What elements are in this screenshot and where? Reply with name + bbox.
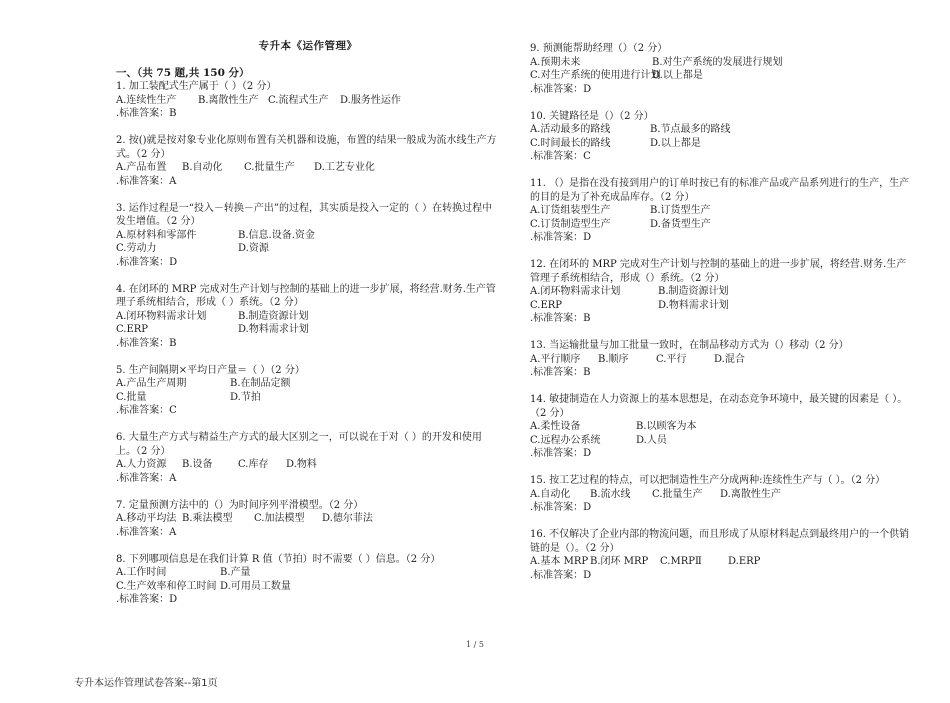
question-text: 3. 运作过程是一“投入－转换－产出”的过程，其实质是投入一定的（ ）在转换过程中发生增值。（2 分） (116, 202, 493, 227)
option: A.订货组装型生产 (530, 205, 611, 216)
question-text: 15. 按工艺过程的特点，可以把制造性生产分成两种:连续性生产与（ ）。（2 分） (530, 475, 886, 486)
option: D.资源 (238, 243, 269, 254)
standard-answer: .标准答案：C (116, 405, 177, 416)
left-column (116, 40, 500, 620)
option: D.备货型生产 (650, 218, 711, 230)
options-row (530, 285, 910, 299)
standard-answer: .标准答案：A (116, 175, 177, 187)
option: D.工艺专业化 (314, 162, 375, 173)
option: D.可用员工数量 (220, 580, 291, 592)
option: C.MRPⅡ (660, 556, 702, 567)
question-item (530, 258, 910, 326)
options-row (530, 204, 910, 218)
question-item (530, 177, 910, 245)
standard-answer: .标准答案：D (530, 83, 592, 95)
question-text: 7. 定量预测方法中的（）为时间序列平滑模型。（2 分） (116, 499, 364, 511)
options-row (116, 512, 500, 526)
option: A.产品布置 (116, 162, 167, 173)
options-row (116, 566, 500, 580)
option: A.移动平均法 (116, 513, 177, 524)
option: D.以上都是 (650, 137, 701, 149)
question-item (116, 202, 500, 270)
page-number: 1 / 5 (466, 640, 484, 649)
option: C.ERP (530, 299, 563, 311)
question-item (116, 80, 500, 121)
option: D.德尔菲法 (322, 513, 373, 524)
standard-answer: .标准答案：D (116, 256, 178, 268)
option: C.批量生产 (652, 488, 703, 500)
question-text: 16. 不仅解决了企业内部的物流问题，而且形成了从原材料起点到最终用户的一个供销链的是（）。（2 分） (530, 529, 910, 554)
option: A.原材料和零部件 (116, 229, 197, 241)
question-text: 8. 下列哪项信息是在我们计算 R 值（节拍）时不需要（ ）信息。（2 分） (116, 553, 441, 565)
question-item (530, 42, 910, 96)
document-title: 专升本《运作管理》 (258, 40, 358, 52)
options-row (530, 123, 910, 137)
option: C.平行 (656, 353, 687, 365)
option: B.乘法模型 (182, 513, 233, 524)
question-text: 13. 当运输批量与加工批量一致时，在制品移动方式为（）移动（2 分） (530, 340, 849, 351)
option: C.加法模型 (254, 513, 305, 524)
standard-answer: .标准答案：C (530, 151, 591, 162)
option: A.连续性生产 (116, 94, 177, 106)
question-text: 11. （）是指在没有接到用户的订单时按已有的标准产品或产品系列进行的生产，生产的目的是为了补充成品库存。（2 分） (530, 178, 910, 203)
option: C.库存 (238, 459, 269, 470)
question-item (116, 431, 500, 485)
options-row (116, 94, 500, 108)
standard-answer: .标准答案：A (116, 526, 177, 538)
option: C.远程办公系统 (530, 434, 601, 446)
option: C.ERP (116, 324, 149, 335)
question-item (530, 110, 910, 164)
question-item (530, 339, 910, 380)
options-row (530, 56, 910, 70)
option: D.混合 (714, 353, 745, 365)
question-text: 10. 关键路径是（）（2 分） (530, 110, 654, 122)
section-heading: 一、（共 75 题,共 150 分） (116, 66, 250, 79)
option: B.产量 (220, 567, 251, 578)
options-row (530, 434, 910, 448)
option: A.工作时间 (116, 567, 167, 578)
options-row (116, 323, 500, 337)
question-text: 6. 大量生产方式与精益生产方式的最大区别之一，可以说在于对（ ）的开发和使用上。（2 分） (116, 432, 482, 457)
standard-answer: .标准答案：D (530, 448, 592, 459)
option: C.劳动力 (116, 243, 157, 254)
options-row (116, 229, 500, 243)
options-row (116, 310, 500, 324)
standard-answer: .标准答案：B (116, 337, 177, 349)
options-row (116, 161, 500, 175)
option: B.闭环 MRP (590, 556, 649, 567)
option: B.以顾客为本 (636, 421, 697, 432)
options-row (530, 488, 910, 502)
option: D.ERP (728, 556, 761, 567)
option: D.离散性生产 (720, 488, 781, 500)
option: B.信息.设备.资金 (238, 229, 315, 241)
question-text: 4. 在闭环的 MRP 完成对生产计划与控制的基础上的进一步扩展，将经营.财务.生产管理子系统相结合，形成（ ）系统。（2 分） (116, 283, 496, 308)
options-row (116, 580, 500, 594)
option: A.产品生产周期 (116, 378, 187, 389)
question-text: 14. 敏捷制造在人力资源上的基本思想是，在动态竞争环境中，最关键的因素是（ ）。（2 分） (530, 394, 908, 419)
options-row (530, 420, 910, 434)
option: A.活动最多的路线 (530, 124, 611, 135)
option: B.设备 (182, 459, 213, 470)
options-row (116, 377, 500, 391)
standard-answer: .标准答案：B (530, 367, 591, 378)
option: C.时间最长的路线 (530, 137, 611, 149)
standard-answer: .标准答案：B (116, 108, 177, 119)
option: C.批量生产 (244, 162, 295, 173)
options-row (116, 391, 500, 405)
option: B.顺序 (598, 353, 629, 365)
question-text: 12. 在闭环的 MRP 完成对生产计划与控制的基础上的进一步扩展，将经营.财务.生产管理子系统相结合，形成（）系统。（2 分） (530, 259, 907, 284)
question-item (116, 283, 500, 351)
option: C.订货制造型生产 (530, 218, 611, 230)
left-question-list (116, 80, 500, 607)
page-footer: 专升本运作管理试卷答案--第1页 (74, 678, 218, 689)
option: A.基本 MRP (530, 556, 589, 567)
option: D.以上都是 (652, 70, 703, 81)
question-text: 9. 预测能帮助经理（）（2 分） (530, 43, 668, 54)
question-item (530, 393, 910, 461)
options-row (530, 353, 910, 367)
option: B.订货型生产 (650, 205, 711, 216)
option: B.自动化 (182, 162, 223, 173)
options-row (530, 137, 910, 151)
option: A.平行顺序 (530, 353, 581, 365)
option: A.人力资源 (116, 459, 167, 470)
standard-answer: .标准答案：B (530, 313, 591, 324)
option: D.物料需求计划 (238, 324, 309, 335)
option: C.批量 (116, 391, 147, 403)
question-text: 1. 加工装配式生产属于（ ）（2 分） (116, 81, 277, 92)
option: D.人员 (636, 434, 667, 446)
option: B.流水线 (590, 488, 631, 500)
option: B.制造资源计划 (238, 310, 309, 322)
question-item (530, 528, 910, 582)
option: A.柔性设备 (530, 421, 581, 432)
standard-answer: .标准答案：D (116, 594, 178, 605)
option: B.对生产系统的发展进行规划 (652, 56, 783, 68)
options-row (116, 458, 500, 472)
question-item (116, 553, 500, 607)
option: D.物料需求计划 (658, 299, 729, 311)
options-row (116, 242, 500, 256)
option: C.对生产系统的使用进行计划 (530, 70, 661, 81)
option: B.离散性生产 (198, 94, 259, 106)
options-row (530, 218, 910, 232)
option: C.生产效率和停工时间 (116, 580, 217, 592)
options-row (530, 299, 910, 313)
option: D.服务性运作 (340, 94, 401, 106)
standard-answer: .标准答案：D (530, 502, 592, 513)
option: B.制造资源计划 (658, 286, 729, 297)
question-text: 5. 生产间隔期×平均日产量＝（ ）（2 分） (116, 364, 305, 376)
option: A.自动化 (530, 488, 571, 500)
options-row (530, 555, 910, 569)
question-text: 2. 按()就是按对象专业化原则布置有关机器和设施，布置的结果一般成为流水线生产方式。（2 分） (116, 135, 497, 160)
standard-answer: .标准答案：A (116, 472, 177, 484)
option: A.闭环物料需求计划 (116, 310, 207, 322)
option: D.物料 (286, 459, 317, 470)
question-item (116, 134, 500, 188)
standard-answer: .标准答案：D (530, 232, 592, 243)
option: A.预期未来 (530, 56, 581, 68)
option: A.闭环物料需求计划 (530, 286, 621, 297)
option: D.节拍 (230, 391, 261, 403)
standard-answer: .标准答案：D (530, 569, 592, 581)
option: C.流程式生产 (268, 94, 329, 106)
question-item (116, 499, 500, 540)
question-item (530, 474, 910, 515)
option: B.节点最多的路线 (650, 124, 731, 135)
right-question-list (530, 42, 910, 582)
option: B.在制品定额 (230, 378, 291, 389)
options-row (530, 69, 910, 83)
right-column (530, 42, 910, 596)
question-item (116, 364, 500, 418)
